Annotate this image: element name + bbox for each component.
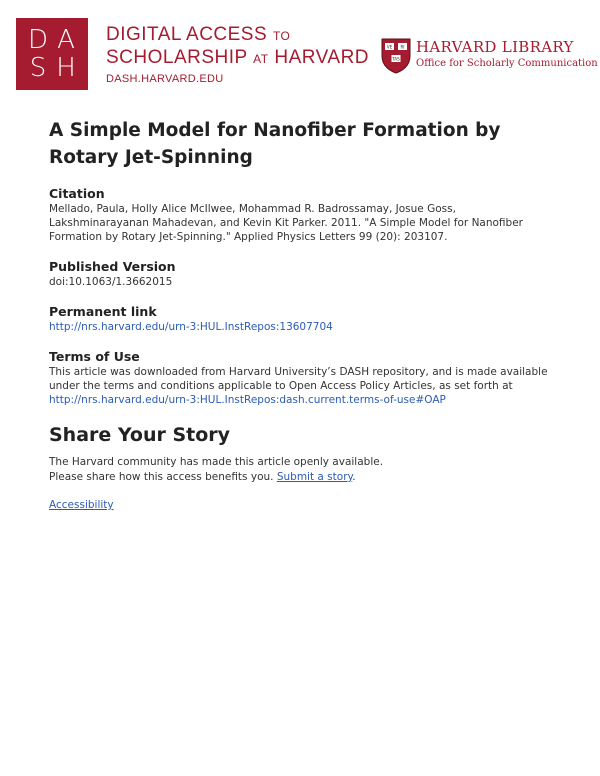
dash-logo <box>16 18 88 90</box>
harvard-shield-icon <box>381 38 411 74</box>
terms-heading: Terms of Use <box>49 349 140 364</box>
terms-section <box>49 348 559 407</box>
shield-word: RI <box>400 44 405 50</box>
share-heading: Share Your Story <box>49 424 231 446</box>
terms-body <box>49 365 559 407</box>
terms-link[interactable]: http://nrs.harvard.edu/urn-3:HUL.InstRepos:dash.current.terms-of-use#OAP <box>49 394 446 406</box>
article-title: A Simple Model for Nanofiber Formation by Rotary Jet-Spinning <box>49 120 501 168</box>
citation-text: Mellado, Paula, Holly Alice McIlwee, Mohammad R. Badrossamay, Josue Goss, Lakshminarayanan Mahadevan, and Kevin Kit Parker. 2011. "A Simple Model for Nanofiber Formation by Rotary Jet-Spinning." Applied Physics Letters 99 (20): 203107. <box>49 203 523 243</box>
library-title: HARVARD LIBRARY <box>416 38 574 56</box>
dash-wordmark <box>106 24 369 85</box>
dash-title-line-2: SCHOLARSHIP AT HARVARD <box>106 47 370 68</box>
accessibility-link[interactable]: Accessibility <box>49 499 114 511</box>
published-version-section <box>49 258 559 289</box>
dash-logo-letter: D <box>27 25 49 55</box>
dash-logo-letter: H <box>56 53 76 83</box>
share-body <box>49 455 559 485</box>
share-line-1: The Harvard community has made this article openly available. <box>49 456 384 468</box>
dash-logo-letter: S <box>29 53 47 83</box>
permanent-link-heading: Permanent link <box>49 304 157 319</box>
dash-url: DASH.HARVARD.EDU <box>106 73 224 85</box>
dash-title-line-1: DIGITAL ACCESS TO <box>106 24 291 45</box>
doi-text: doi:10.1063/1.3662015 <box>49 276 173 288</box>
permanent-link-section <box>49 303 559 334</box>
citation-section <box>49 185 559 244</box>
permanent-link[interactable]: http://nrs.harvard.edu/urn-3:HUL.InstRepos:13607704 <box>49 321 333 333</box>
share-line-2: Please share how this access benefits you. Submit a story. <box>49 471 356 483</box>
citation-heading: Citation <box>49 186 105 201</box>
terms-text: This article was downloaded from Harvard University’s DASH repository, and is made available under the terms and conditions applicable to Open Access Policy Articles, as set forth at <box>49 366 548 392</box>
dash-logo-letter: A <box>57 25 75 55</box>
published-version-heading: Published Version <box>49 259 176 274</box>
shield-word: TAS <box>392 56 400 62</box>
cover-content <box>49 117 559 511</box>
shield-word: VE <box>386 44 393 50</box>
library-subtitle: Office for Scholarly Communication <box>416 58 598 69</box>
submit-story-link[interactable]: Submit a story <box>276 471 353 483</box>
harvard-library-wordmark <box>416 38 598 70</box>
